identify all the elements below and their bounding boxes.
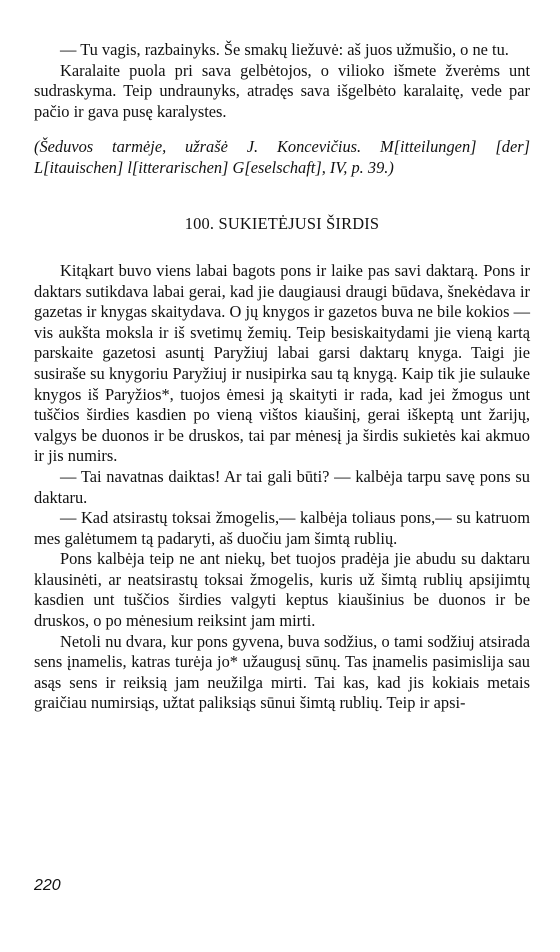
body-paragraph: Pons kalbėja teip ne ant niekų, bet tuojos pradėja jie abudu su daktaru klausinėti, ar neatsirastų toksai žmogelis, kuris už šimtą rublių apsijimtų kasdien unt tuščios širdies valgyti keptus kiaušinius be duonos ir be druskos, o po mėnesium reiksint jam mirti. bbox=[34, 549, 530, 631]
source-note: (Šeduvos tarmėje, užrašė J. Koncevičius. M[itteilungen] [der] L[itauischen] l[itterarischen] G[eselschaft], IV, p. 39.) bbox=[34, 137, 530, 178]
section-heading: 100. SUKIETĖJUSI ŠIRDIS bbox=[184, 214, 380, 234]
body-paragraph: Netoli nu dvara, kur pons gyvena, buva sodžius, o tami sodžiuj atsirada sens įnamelis, katras turėja jo* užaugusį sūnų. Tas įnamelis pasimislija sau asąs sens ir reiksią jam neužilga mirti. Tai kas, kad jis kokiais metais graičiau numirsiąs, užtat paliksiąs sūnui šimtą rublių. Teip ir apsi- bbox=[34, 631, 530, 713]
body-paragraph: — Tu vagis, razbainyks. Še smakų liežuvė: aš juos užmušio, o ne tu. bbox=[60, 40, 509, 59]
book-page bbox=[34, 40, 530, 714]
body-paragraph: — Kad atsirastų toksai žmogelis,— kalbėja toliaus pons,— su katruom mes galėtumem tą padaryti, aš duočiu jam šimtą rublių. bbox=[34, 508, 530, 548]
body-paragraph: Karalaite puola pri sava gelbėtojos, o vilioko išmete žverėms unt sudraskyma. Teip undraunyks, atradęs sava išgelbėto karalaitę, vede par pačio ir gava pusę karalystes. bbox=[34, 60, 530, 121]
page-number: 220 bbox=[34, 877, 61, 894]
body-paragraph: — Tai navatnas daiktas! Ar tai gali būti? — kalbėja tarpu savę pons su daktaru. bbox=[34, 466, 530, 507]
body-paragraph: Kitąkart buvo viens labai bagots pons ir laike pas savi daktarą. Pons ir daktars sutikdava labai gerai, kad jie daugiausi draugi būdava, šnekėdava ir gazetas ir knygas skaitydava. O jų knygos ir gazetos buva ne bile kokios — vis aukšta moksla ir iš svetimų žemių. Teip besiskaitydami jie vieną kartą parskaite gazetosi asuntį Paryžiuj labai garsi daktarų knyga. Taigi jie susiraše su knygoriu Paryžiuj ir nusipirka sau tą knygą. Kaip tik jie sulauke knygos iš Paryžios*, tuojos ėmesi ją skaityti ir rada, kad jei žmogus unt tuščios širdies kasdien po vieną vištos kiaušinį, gerai iškeptą unt žarijų, valgys be duonos ir be druskos, tai par mėnesį ja širdis sukietės kai akmuo ir jis numirs. bbox=[34, 260, 530, 466]
